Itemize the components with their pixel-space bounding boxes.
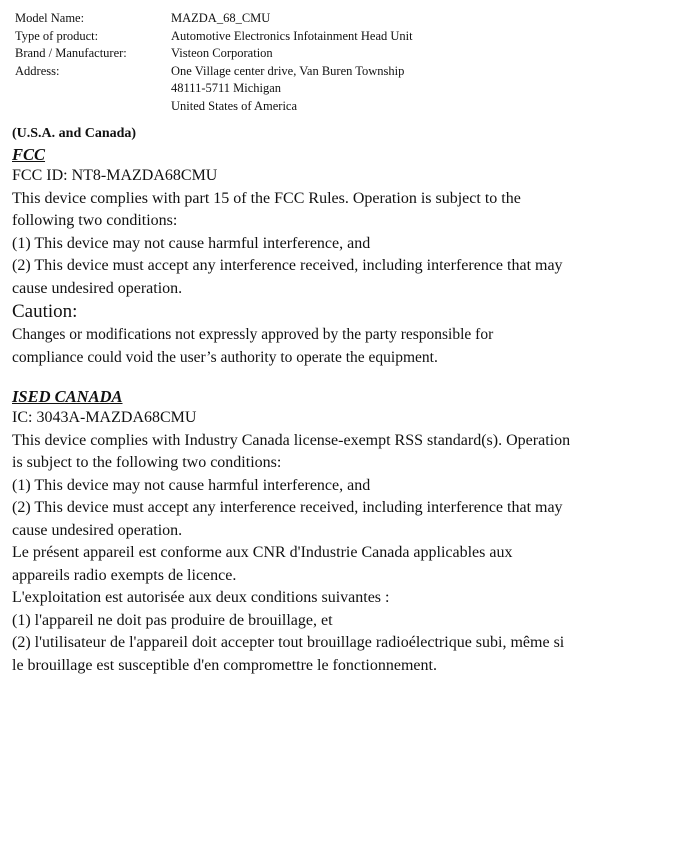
fcc-id: FCC ID: NT8-MAZDA68CMU (12, 167, 218, 184)
ised-section (12, 386, 672, 677)
info-value-line: United States of America (171, 98, 298, 113)
ised-text-line: appareils radio exempts de licence. (12, 566, 237, 584)
fcc-text-line: This device complies with part 15 of the FCC Rules. Operation is subject to the (12, 189, 521, 207)
info-value (171, 63, 672, 116)
document-page (12, 10, 672, 677)
info-value (171, 28, 672, 46)
info-row-type (15, 28, 672, 46)
region-heading: (U.S.A. and Canada) (12, 126, 137, 141)
info-value-line: One Village center drive, Van Buren Township (171, 63, 405, 78)
fcc-title: FCC (12, 145, 46, 164)
info-label: Model Name: (15, 11, 85, 25)
ised-text-line: (2) This device must accept any interference received, including interference that may (12, 499, 563, 516)
info-value-line: 48111-5711 Michigan (171, 81, 282, 95)
info-label: Brand / Manufacturer: (15, 46, 127, 60)
info-value (171, 45, 672, 63)
ised-title: ISED CANADA (12, 387, 123, 406)
fcc-text-line: (1) This device may not cause harmful interference, and (12, 234, 371, 252)
info-value-line: Automotive Electronics Infotainment Head Unit (171, 28, 413, 43)
ised-text-line: Le présent appareil est conforme aux CNR d'Industrie Canada applicables aux (12, 544, 513, 561)
caution-text-line: compliance could void the user’s authority to operate the equipment. (12, 348, 438, 366)
info-row-model (15, 10, 672, 28)
ised-text-line: is subject to the following two conditions: (12, 454, 282, 471)
fcc-text-line: following two conditions: (12, 212, 178, 229)
ised-body (12, 407, 672, 677)
info-row-brand (15, 45, 672, 63)
section-spacer (12, 369, 672, 386)
ised-text-line: (1) l'appareil ne doit pas produire de brouillage, et (12, 611, 333, 629)
info-value (171, 10, 672, 28)
caution-text-line: Changes or modifications not expressly approved by the party responsible for (12, 326, 494, 343)
ised-text-line: le brouillage est susceptible d'en compromettre le fonctionnement. (12, 656, 437, 674)
ised-text-line: cause undesired operation. (12, 521, 183, 539)
fcc-body (12, 165, 672, 300)
caution-heading: Caution: (12, 301, 78, 322)
info-row-address (15, 63, 672, 116)
ised-text-line: L'exploitation est autorisée aux deux conditions suivantes : (12, 589, 390, 606)
ised-id: IC: 3043A-MAZDA68CMU (12, 409, 197, 426)
info-label: Address: (15, 63, 60, 78)
fcc-text-line: (2) This device must accept any interference received, including interference that may (12, 257, 563, 274)
ised-text-line: (2) l'utilisateur de l'appareil doit accepter tout brouillage radioélectrique subi, même si (12, 634, 565, 651)
fcc-section (12, 144, 672, 369)
caution-body (12, 324, 672, 369)
info-value-line: MAZDA_68_CMU (171, 11, 271, 25)
ised-text-line: (1) This device may not cause harmful interference, and (12, 476, 371, 494)
product-info-table (15, 10, 672, 115)
info-label: Type of product: (15, 28, 99, 43)
fcc-text-line: cause undesired operation. (12, 279, 183, 297)
info-value-line: Visteon Corporation (171, 46, 273, 60)
ised-text-line: This device complies with Industry Canada license-exempt RSS standard(s). Operation (12, 431, 571, 449)
